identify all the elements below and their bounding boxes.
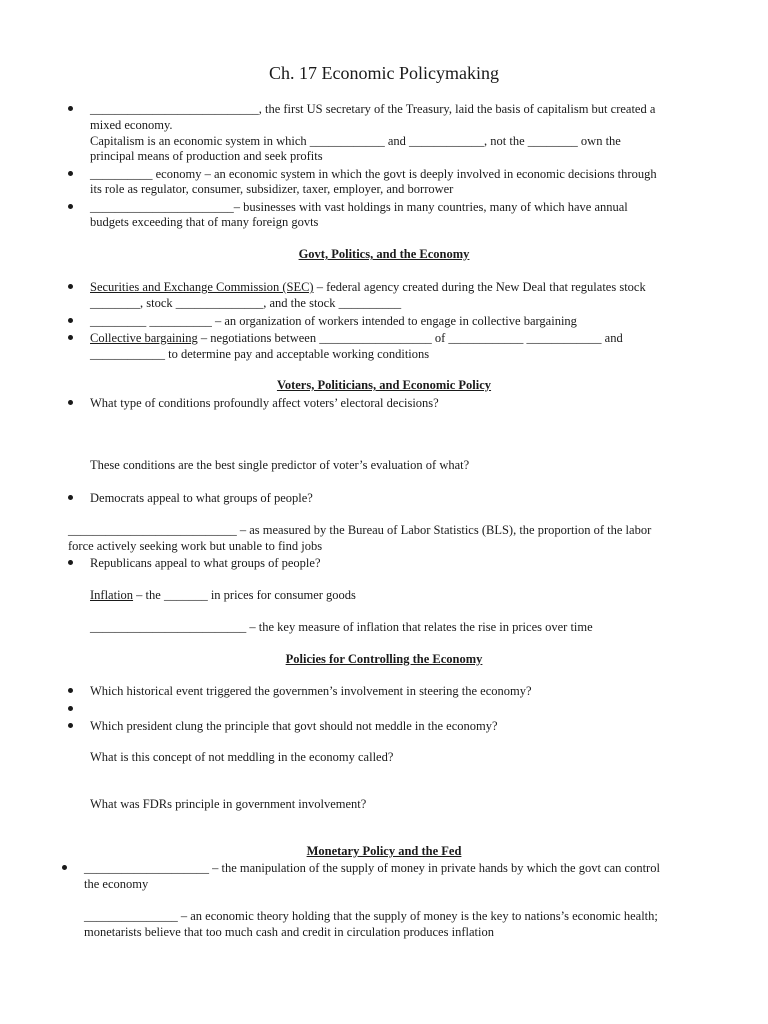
text-line xyxy=(84,909,658,924)
text-line: mixed economy. xyxy=(90,118,173,132)
bullet xyxy=(62,865,67,870)
bullet xyxy=(68,723,73,728)
term: Securities and Exchange Commission (SEC) xyxy=(90,280,314,294)
term: Inflation xyxy=(90,588,134,602)
text-line: What is this concept of not meddling in the economy called? xyxy=(90,750,394,764)
text-line: force actively seeking work but unable to find jobs xyxy=(68,539,323,553)
bullet xyxy=(68,106,73,111)
text-span: economy – an economic system in which the govt is deeply involved in economic decisions through xyxy=(152,167,657,181)
text-line: principal means of production and seek profits xyxy=(90,149,323,163)
bullet xyxy=(68,284,73,289)
text-line: ____________________ – the manipulation of the supply of money in private hands by which the govt can control xyxy=(84,861,660,875)
bullet xyxy=(68,706,73,711)
blank-fill: _______________ xyxy=(84,909,178,923)
bullet xyxy=(68,318,73,323)
text-line xyxy=(90,331,623,346)
text-span: – the _______ in prices for consumer goods xyxy=(133,588,356,602)
term: Collective bargaining xyxy=(90,331,198,345)
bullet xyxy=(68,171,73,176)
text-line: What type of conditions profoundly affect voters’ electoral decisions? xyxy=(90,396,439,410)
section-heading: Govt, Politics, and the Economy xyxy=(298,247,470,261)
text-span: – an economic theory holding that the supply of money is the key to nations’s economic health; xyxy=(177,909,658,923)
text-line: the economy xyxy=(84,877,149,891)
text-line xyxy=(90,280,646,295)
text-span: – an organization of workers intended to engage in collective bargaining xyxy=(211,314,577,328)
text-span: – federal agency created during the New Deal that regulates stock xyxy=(313,280,646,294)
bullet xyxy=(68,400,73,405)
text-line: ___________________________ – as measured by the Bureau of Labor Statistics (BLS), the proportion of the labor xyxy=(68,523,652,537)
blank-fill: _________ __________ xyxy=(90,314,212,328)
page-title: Ch. 17 Economic Policymaking xyxy=(269,63,499,83)
text-line: monetarists believe that too much cash and credit in circulation produces inflation xyxy=(84,925,494,939)
bullet xyxy=(68,560,73,565)
text-line: ________, stock ______________, and the stock __________ xyxy=(90,296,402,310)
section-heading: Monetary Policy and the Fed xyxy=(306,844,462,858)
bullet xyxy=(68,335,73,340)
text-line xyxy=(90,200,628,215)
section-heading: Voters, Politicians, and Economic Policy xyxy=(276,378,492,392)
text-line: Republicans appeal to what groups of people? xyxy=(90,556,321,570)
text-line: budgets exceeding that of many foreign govts xyxy=(90,215,319,229)
text-line: its role as regulator, consumer, subsidizer, taxer, employer, and borrower xyxy=(90,182,454,196)
bullet xyxy=(68,688,73,693)
text-line xyxy=(90,314,577,329)
blank-fill: __________ xyxy=(90,167,153,181)
text-line: Which president clung the principle that govt should not meddle in the economy? xyxy=(90,719,498,733)
text-line: Which historical event triggered the governmen’s involvement in steering the economy? xyxy=(90,684,532,698)
text-line: Democrats appeal to what groups of people? xyxy=(90,491,313,505)
text-line: These conditions are the best single predictor of voter’s evaluation of what? xyxy=(90,458,470,472)
text-line xyxy=(90,588,356,603)
bullet xyxy=(68,495,73,500)
text-span: – negotiations between __________________ of ____________ ____________ and xyxy=(197,331,623,345)
text-line: ___________________________, the first US secretary of the Treasury, laid the basis of capitalism but created a xyxy=(90,102,656,116)
text-line xyxy=(90,167,657,182)
text-line: What was FDRs principle in government involvement? xyxy=(90,797,367,811)
text-line: Capitalism is an economic system in which ____________ and ____________, not the ________ own the xyxy=(90,134,621,148)
text-line: _________________________ – the key measure of inflation that relates the rise in prices over time xyxy=(90,620,593,634)
bullet xyxy=(68,204,73,209)
blank-fill: _______________________ xyxy=(90,200,234,214)
section-heading: Policies for Controlling the Economy xyxy=(285,652,483,666)
text-span: – businesses with vast holdings in many countries, many of which have annual xyxy=(233,200,628,214)
text-line: ____________ to determine pay and acceptable working conditions xyxy=(90,347,430,361)
